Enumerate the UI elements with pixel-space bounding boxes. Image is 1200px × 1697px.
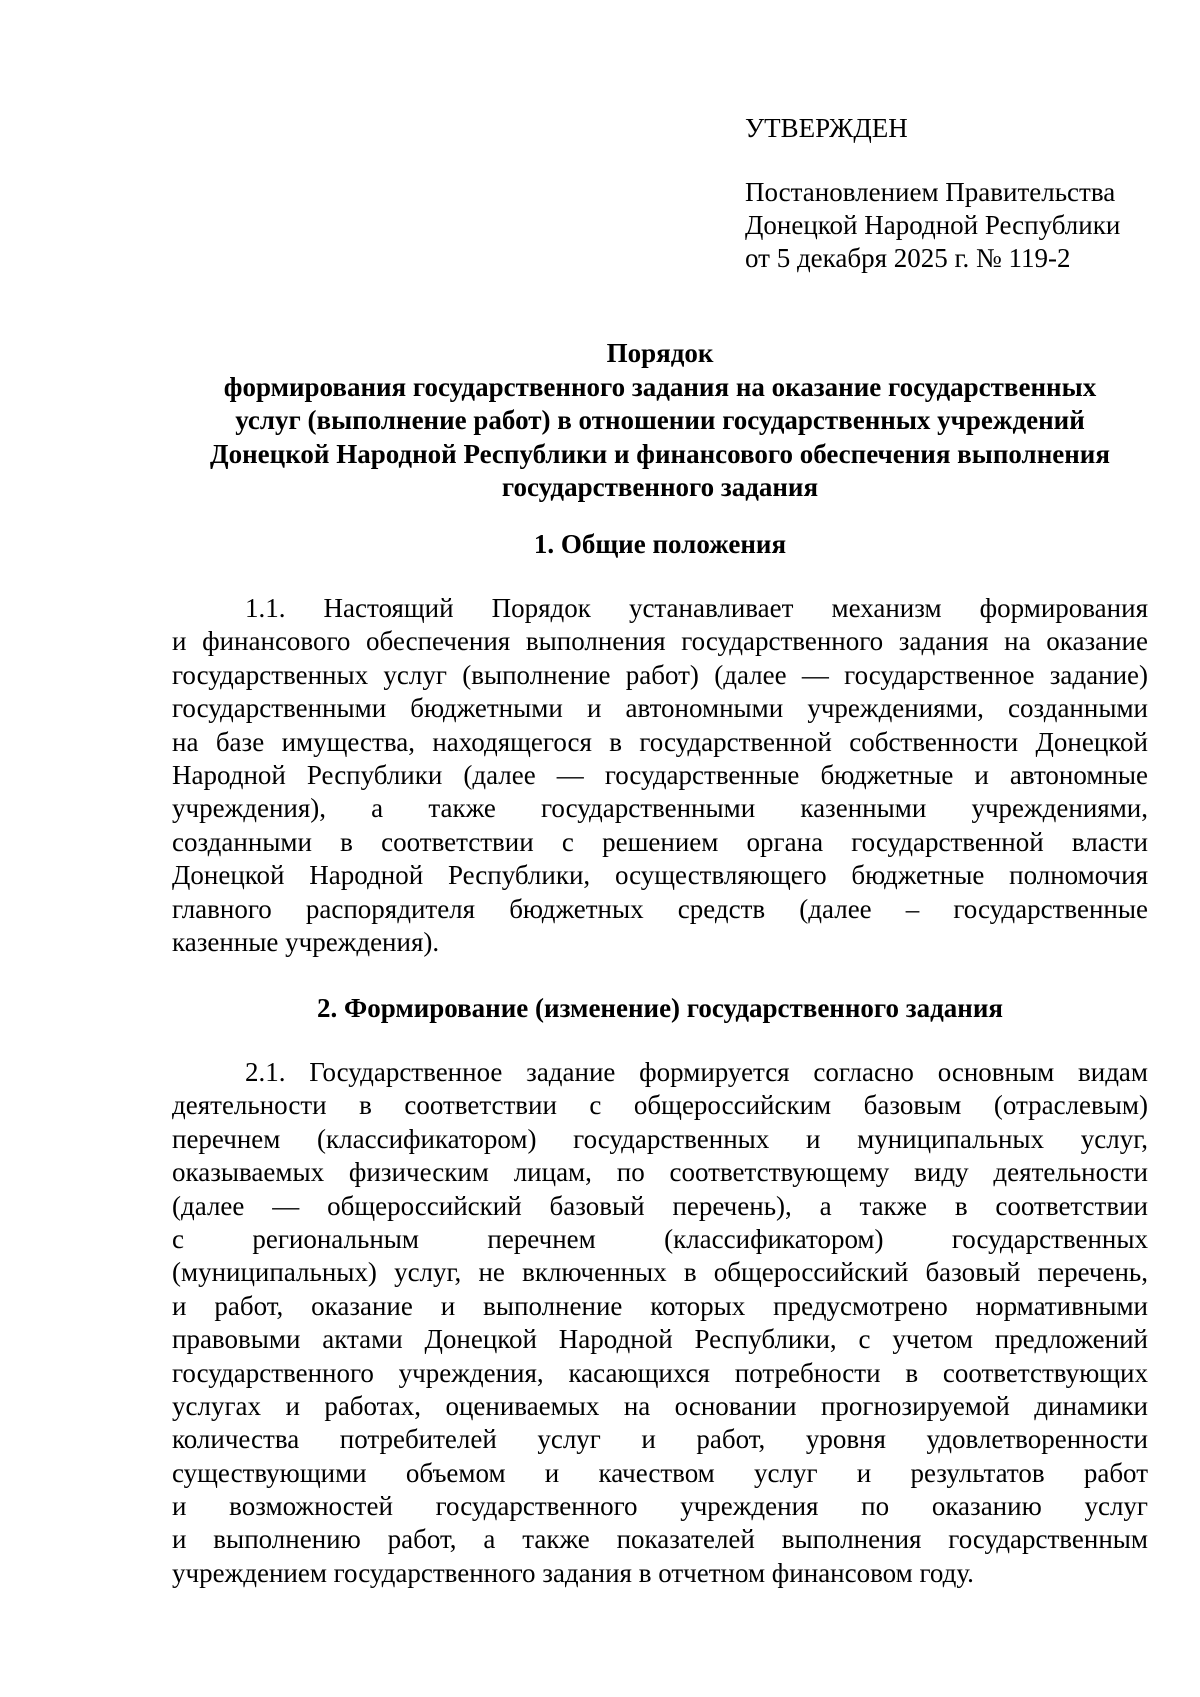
title-line: Донецкой Народной Республики и финансового обеспечения выполнения (210, 438, 1110, 469)
approved-label: УТВЕРЖДЕН (745, 113, 908, 143)
approval-line: Донецкой Народной Республики (745, 210, 1121, 240)
paragraph-line: и финансового обеспечения выполнения государственного задания на оказание (172, 626, 1148, 657)
paragraph-line: существующими объемом и качеством услуг и результатов работ (172, 1457, 1148, 1488)
approval-line: от 5 декабря 2025 г. № 119-2 (745, 243, 1071, 273)
paragraph-line: перечнем (классификатором) государственных и муниципальных услуг, (172, 1123, 1148, 1154)
paragraph-line: деятельности в соответствии с общероссийским базовым (отраслевым) (172, 1090, 1148, 1121)
section-1-paragraph (172, 592, 1148, 959)
section-2-heading: 2. Формирование (изменение) государственного задания (317, 993, 1003, 1023)
section-2-paragraph (172, 1056, 1148, 1590)
paragraph-line: и выполнению работ, а также показателей выполнения государственным (172, 1524, 1148, 1555)
section-1-heading: 1. Общие положения (533, 529, 787, 559)
paragraph-line: учреждением государственного задания в отчетном финансовом году. (172, 1557, 974, 1588)
paragraph-line: казенные учреждения). (172, 926, 440, 957)
paragraph-line: 2.1. Государственное задание формируется согласно основным видам (245, 1057, 1148, 1087)
paragraph-line: и возможностей государственного учреждения по оказанию услуг (172, 1491, 1148, 1522)
paragraph-line: Народной Республики (далее — государственные бюджетные и автономные (172, 759, 1148, 790)
title-line: формирования государственного задания на оказание государственных (223, 371, 1097, 402)
paragraph-line: созданными в соответствии с решением органа государственной власти (172, 826, 1148, 857)
paragraph-line: с региональным перечнем (классификатором) государственных (172, 1223, 1148, 1254)
paragraph-line: 1.1. Настоящий Порядок устанавливает механизм формирования (245, 593, 1148, 623)
document-title (172, 337, 1148, 505)
paragraph-line: услугах и работах, оцениваемых на основании прогнозируемой динамики (172, 1390, 1148, 1421)
paragraph-line: (муниципальных) услуг, не включенных в общероссийский базовый перечень, (172, 1257, 1148, 1288)
title-line: государственного задания (501, 472, 819, 502)
paragraph-line: и работ, оказание и выполнение которых предусмотрено нормативными (172, 1290, 1148, 1321)
paragraph-line: правовыми актами Донецкой Народной Республики, с учетом предложений (172, 1324, 1148, 1355)
approval-stamp (745, 112, 1165, 275)
paragraph-line: на базе имущества, находящегося в государственной собственности Донецкой (172, 726, 1148, 757)
paragraph-line: (далее — общероссийский базовый перечень), а также в соответствии (172, 1190, 1148, 1221)
paragraph-line: главного распорядителя бюджетных средств (далее – государственные (172, 893, 1148, 924)
paragraph-line: государственного учреждения, касающихся потребности в соответствующих (172, 1357, 1148, 1388)
paragraph-line: Донецкой Народной Республики, осуществляющего бюджетные полномочия (172, 860, 1148, 891)
approval-line: Постановлением Правительства (745, 177, 1116, 207)
paragraph-line: учреждения), а также государственными казенными учреждениями, (172, 793, 1148, 824)
paragraph-line: государственными бюджетными и автономными учреждениями, созданными (172, 693, 1148, 724)
paragraph-line: количества потребителей услуг и работ, уровня удовлетворенности (172, 1424, 1148, 1455)
paragraph-line: оказываемых физическим лицам, по соответствующему виду деятельности (172, 1157, 1148, 1188)
title-line: услуг (выполнение работ) в отношении государственных учреждений (235, 405, 1085, 435)
paragraph-line: государственных услуг (выполнение работ) (далее — государственное задание) (172, 659, 1148, 690)
title-line: Порядок (606, 338, 714, 368)
